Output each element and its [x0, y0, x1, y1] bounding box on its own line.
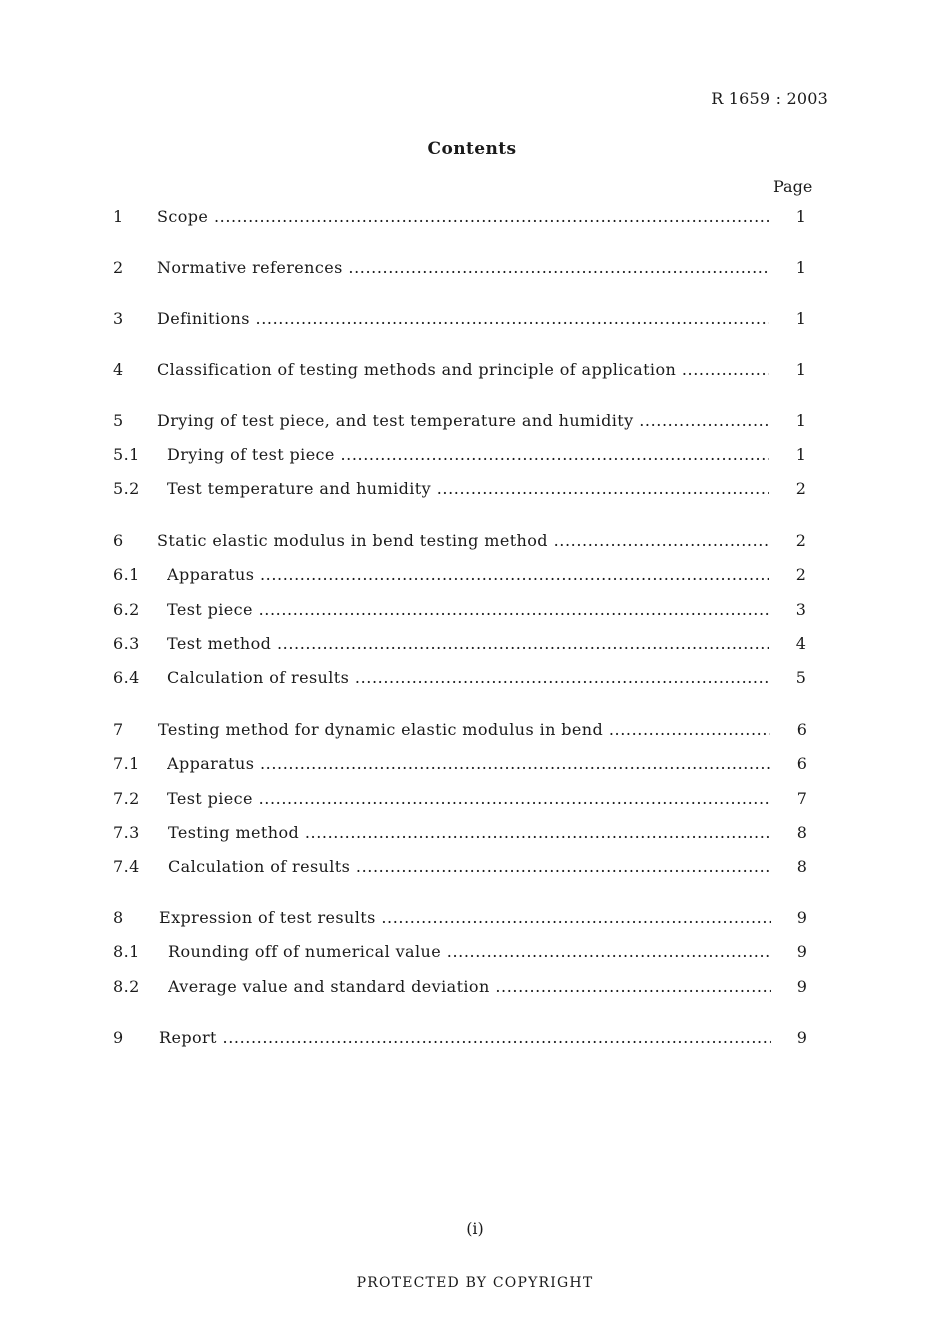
toc-entry-page: 3: [795, 600, 807, 619]
toc-entry-number: 8.1: [113, 942, 140, 961]
toc-entry-text: Drying of test piece .....: [167, 443, 769, 467]
toc-entry-8-2[interactable]: [113, 975, 813, 999]
toc-entry-7-2[interactable]: [113, 787, 813, 811]
toc-entry-page: 1: [795, 445, 807, 464]
page-column-label: Page: [773, 177, 813, 196]
toc-entry-4[interactable]: [113, 358, 813, 382]
toc-entry-page: 2: [795, 565, 807, 584]
toc-entry-8-1[interactable]: [113, 940, 813, 964]
toc-entry-page: 1: [795, 309, 807, 328]
toc-entry-6-1[interactable]: [113, 563, 813, 587]
toc-entry-text: Apparatus .....: [167, 563, 769, 587]
toc-entry-number: 9: [113, 1028, 124, 1047]
toc-entry-1[interactable]: [113, 205, 813, 229]
toc-entry-number: 6: [113, 531, 124, 550]
toc-entry-number: 7: [113, 720, 124, 739]
doc-number: R 1659 : 2003: [711, 89, 828, 108]
toc-entry-7-1[interactable]: [113, 752, 813, 776]
toc-entry-text: Calculation of results .....: [168, 855, 771, 879]
copyright-notice: PROTECTED BY COPYRIGHT: [356, 1275, 594, 1291]
toc-entry-text: Test temperature and humidity .....: [167, 477, 769, 501]
page-title: Contents: [427, 139, 517, 159]
toc-entry-page: 2: [795, 531, 807, 550]
toc-entry-number: 6.4: [113, 668, 140, 687]
toc-entry-page: 8: [796, 857, 808, 876]
toc-entry-text: Testing method for dynamic elastic modulus in bend .....: [158, 718, 770, 742]
toc-entry-number: 7.3: [113, 823, 140, 842]
toc-entry-text: Rounding off of numerical value .....: [168, 940, 771, 964]
toc-entry-text: Apparatus .....: [167, 752, 770, 776]
toc-entry-number: 7.1: [113, 754, 140, 773]
toc-entry-page: 6: [796, 754, 808, 773]
toc-entry-number: 3: [113, 309, 124, 328]
toc-entry-page: 9: [796, 977, 808, 996]
toc-entry-8[interactable]: [113, 906, 813, 930]
toc-entry-text: Average value and standard deviation .....: [168, 975, 771, 999]
toc-entry-page: 7: [796, 789, 808, 808]
toc-entry-number: 6.1: [113, 565, 140, 584]
toc-entry-7[interactable]: [113, 718, 813, 742]
toc-entry-7-4[interactable]: [113, 855, 813, 879]
toc-entry-text: Test piece .....: [167, 787, 770, 811]
toc-entry-number: 1: [113, 207, 124, 226]
toc-entry-6[interactable]: [113, 529, 813, 553]
toc-entry-page: 6: [796, 720, 808, 739]
toc-entry-text: Test method .....: [167, 632, 769, 656]
toc-entry-page: 1: [795, 207, 807, 226]
toc-entry-page: 9: [796, 942, 808, 961]
toc-entry-text: Normative references .....: [157, 256, 769, 280]
toc-entry-page: 8: [796, 823, 808, 842]
toc-entry-page: 2: [795, 479, 807, 498]
toc-entry-9[interactable]: [113, 1026, 813, 1050]
toc-entry-text: Classification of testing methods and principle of application .....: [157, 358, 769, 382]
toc-entry-text: Testing method .....: [168, 821, 771, 845]
toc-entry-3[interactable]: [113, 307, 813, 331]
toc-entry-6-3[interactable]: [113, 632, 813, 656]
toc-entry-7-3[interactable]: [113, 821, 813, 845]
toc-entry-number: 5.1: [113, 445, 140, 464]
toc-entry-number: 7.2: [113, 789, 140, 808]
toc-entry-6-2[interactable]: [113, 598, 813, 622]
toc-entry-2[interactable]: [113, 256, 813, 280]
toc-entry-text: Definitions .....: [157, 307, 769, 331]
page-folio: (i): [466, 1219, 484, 1238]
toc-entry-number: 5: [113, 411, 124, 430]
toc-entry-text: Drying of test piece, and test temperature and humidity .....: [157, 409, 769, 433]
toc-entry-text: Expression of test results .....: [159, 906, 771, 930]
toc-entry-number: 4: [113, 360, 124, 379]
toc-entry-number: 7.4: [113, 857, 140, 876]
toc-entry-page: 9: [796, 908, 808, 927]
toc-entry-text: Calculation of results .....: [167, 666, 769, 690]
toc-entry-text: Test piece .....: [167, 598, 769, 622]
toc-entry-text: Report .....: [159, 1026, 771, 1050]
toc-entry-page: 1: [795, 411, 807, 430]
toc-entry-page: 5: [795, 668, 807, 687]
toc-entry-number: 6.3: [113, 634, 140, 653]
toc-entry-page: 4: [795, 634, 807, 653]
toc-entry-page: 1: [795, 258, 807, 277]
toc-entry-text: Scope .....: [157, 205, 769, 229]
toc-entry-page: 9: [796, 1028, 808, 1047]
toc-entry-5-1[interactable]: [113, 443, 813, 467]
toc-entry-page: 1: [795, 360, 807, 379]
toc-entry-5[interactable]: [113, 409, 813, 433]
toc-entry-number: 8.2: [113, 977, 140, 996]
toc-entry-number: 2: [113, 258, 124, 277]
toc-entry-number: 5.2: [113, 479, 140, 498]
toc-entry-number: 8: [113, 908, 124, 927]
toc-entry-6-4[interactable]: [113, 666, 813, 690]
toc-entry-text: Static elastic modulus in bend testing method .....: [157, 529, 769, 553]
toc-entry-number: 6.2: [113, 600, 140, 619]
toc-entry-5-2[interactable]: [113, 477, 813, 501]
